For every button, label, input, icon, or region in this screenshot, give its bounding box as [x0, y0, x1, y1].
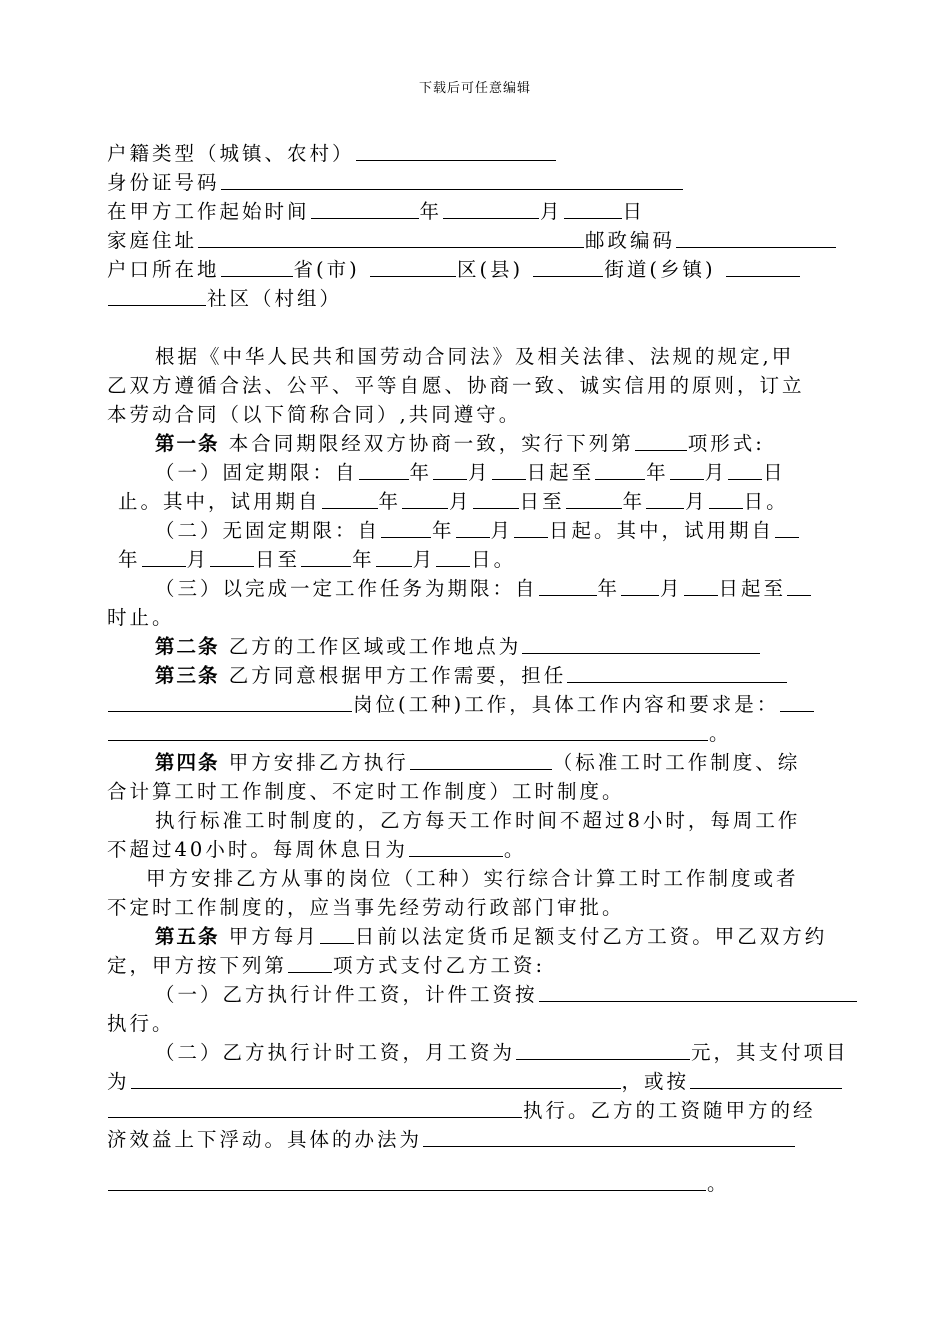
start-time-line: 在甲方工作起始时间 年 月 日 — [107, 200, 646, 223]
comprehensive-hours-line-1: 甲方安排乙方从事的岗位（工种）实行综合计算工时工作制度或者 — [146, 867, 799, 890]
article-2-line: 第二条 乙方的工作区域或工作地点为 — [155, 635, 761, 659]
piece-wage-line-2: 执行。 — [107, 1012, 175, 1035]
community-blank[interactable] — [108, 288, 206, 306]
time-wage-line-2: 为 ，或按 — [107, 1070, 843, 1094]
position-blank[interactable] — [567, 665, 787, 683]
standard-hours-line-1: 执行标准工时制度的，乙方每天工作时间不超过8小时，每周工作 — [155, 809, 801, 832]
pay-day-blank[interactable] — [320, 926, 354, 944]
task-term-line: （三）以完成一定工作任务为期限：自 年 月 日起至 — [155, 577, 812, 601]
probation-start-year-blank[interactable] — [322, 491, 378, 509]
pay-items-blank[interactable] — [131, 1071, 621, 1089]
fixed-start-year-blank[interactable] — [359, 462, 409, 480]
community-line: 社区（村组） — [107, 287, 342, 311]
probation-end-month-blank[interactable] — [646, 491, 684, 509]
comprehensive-hours-line-2: 不定时工作制度的，应当事先经劳动行政部门审批。 — [107, 896, 625, 919]
start-month-blank[interactable] — [443, 201, 539, 219]
position-blank-2[interactable] — [108, 694, 352, 712]
open-start-month-blank[interactable] — [456, 520, 490, 538]
open-probation-end-year-blank[interactable] — [301, 549, 351, 567]
open-start-year-blank[interactable] — [381, 520, 431, 538]
article-1-title: 第一条 — [155, 432, 220, 455]
open-start-day-blank[interactable] — [514, 520, 548, 538]
start-day-blank[interactable] — [564, 201, 622, 219]
task-start-month-blank[interactable] — [621, 578, 659, 596]
time-wage-line-5: 。 — [107, 1172, 730, 1196]
page-header: 下载后可任意编辑 — [418, 81, 531, 96]
open-term-line: （二）无固定期限：自 年 月 日起。其中，试用期自 — [155, 519, 800, 543]
article-3-line-3: 。 — [107, 722, 732, 746]
job-requirements-blank[interactable] — [780, 694, 814, 712]
work-location-blank[interactable] — [522, 636, 760, 654]
fixed-end-month-blank[interactable] — [670, 462, 704, 480]
open-probation-year-blank[interactable] — [775, 520, 799, 538]
fixed-end-year-blank[interactable] — [595, 462, 645, 480]
article-2-title: 第二条 — [155, 635, 220, 658]
time-wage-line: （二）乙方执行计时工资，月工资为 元，其支付项目 — [155, 1041, 849, 1064]
monthly-wage-blank[interactable] — [516, 1042, 690, 1060]
probation-start-month-blank[interactable] — [402, 491, 448, 509]
address-line: 家庭住址 邮政编码 — [107, 229, 837, 253]
pay-basis-blank[interactable] — [690, 1071, 842, 1089]
fixed-term-line: （一）固定期限：自 年 月 日起至 年 月 日 — [155, 461, 786, 484]
article-4-line: 第四条 甲方安排乙方执行 （标准工时工作制度、综 — [155, 751, 801, 774]
open-probation-end-month-blank[interactable] — [376, 549, 412, 567]
article-1-line: 第一条 本合同期限经双方协商一致，实行下列第 项形式: — [155, 432, 765, 455]
id-number-blank[interactable] — [221, 172, 683, 190]
open-probation-end-day-blank[interactable] — [436, 549, 470, 567]
fixed-start-day-blank[interactable] — [492, 462, 526, 480]
floating-method-blank[interactable] — [423, 1129, 795, 1147]
province-blank[interactable] — [221, 259, 293, 277]
floating-method-blank-2[interactable] — [108, 1173, 706, 1191]
task-start-year-blank[interactable] — [539, 578, 597, 596]
standard-hours-line-2: 不超过40小时。每周休息日为 。 — [107, 838, 527, 861]
article-5-line-2: 定，甲方按下列第 项方式支付乙方工资: — [107, 954, 546, 977]
task-start-day-blank[interactable] — [684, 578, 718, 596]
article-3-title: 第三条 — [155, 664, 220, 687]
probation-end-year-blank[interactable] — [566, 491, 622, 509]
open-probation-day-blank[interactable] — [210, 549, 254, 567]
task-end-line: 时止。 — [107, 606, 175, 629]
preamble-line-3: 本劳动合同（以下简称合同）,共同遵守。 — [107, 403, 522, 426]
article-5-line: 第五条 甲方每月 日前以法定货币足额支付乙方工资。甲乙双方约 — [155, 925, 828, 948]
fixed-probation-line: 止。其中，试用期自 年 月 日至 年 月 日。 — [118, 490, 789, 513]
work-hours-system-blank[interactable] — [410, 752, 552, 770]
address-blank[interactable] — [198, 230, 584, 248]
task-end-blank[interactable] — [787, 578, 811, 596]
hukou-type-blank[interactable] — [356, 143, 556, 161]
start-year-blank[interactable] — [311, 201, 419, 219]
article-3-line: 第三条 乙方同意根据甲方工作需要，担任 — [155, 664, 788, 688]
article-5-title: 第五条 — [155, 925, 220, 948]
hukou-location-line: 户口所在地 省(市) 区(县) 街道(乡镇) — [107, 258, 801, 282]
piece-wage-blank[interactable] — [539, 984, 857, 1002]
piece-wage-line: （一）乙方执行计件工资，计件工资按 — [155, 983, 858, 1007]
term-type-blank[interactable] — [635, 433, 687, 451]
hukou-type-line: 户籍类型（城镇、农村） — [107, 142, 557, 166]
time-wage-line-4: 济效益上下浮动。具体的办法为 — [107, 1128, 796, 1152]
probation-end-day-blank[interactable] — [709, 491, 743, 509]
open-probation-line: 年 月 日至 年 月 日。 — [118, 548, 517, 571]
job-requirements-blank-2[interactable] — [108, 723, 708, 741]
id-number-line: 身份证号码 — [107, 171, 684, 195]
fixed-end-day-blank[interactable] — [728, 462, 762, 480]
pay-method-blank[interactable] — [288, 955, 332, 973]
open-probation-month-blank[interactable] — [142, 549, 186, 567]
article-4-title: 第四条 — [155, 751, 220, 774]
street-extra-blank[interactable] — [726, 259, 800, 277]
article-3-line-2: 岗位(工种)工作，具体工作内容和要求是： — [107, 693, 815, 717]
district-blank[interactable] — [370, 259, 456, 277]
pay-basis-blank-2[interactable] — [108, 1100, 522, 1118]
probation-start-day-blank[interactable] — [473, 491, 519, 509]
rest-day-blank[interactable] — [409, 839, 503, 857]
article-4-line-2: 合计算工时工作制度、不定时工作制度）工时制度。 — [107, 780, 625, 803]
time-wage-line-3: 执行。乙方的工资随甲方的经 — [107, 1099, 816, 1123]
postcode-blank[interactable] — [676, 230, 836, 248]
preamble-line-2: 乙双方遵循合法、公平、平等自愿、协商一致、诚实信用的原则，订立 — [107, 374, 805, 397]
street-blank[interactable] — [533, 259, 603, 277]
fixed-start-month-blank[interactable] — [433, 462, 467, 480]
preamble-line-1: 根据《中华人民共和国劳动合同法》及相关法律、法规的规定,甲 — [155, 345, 795, 368]
